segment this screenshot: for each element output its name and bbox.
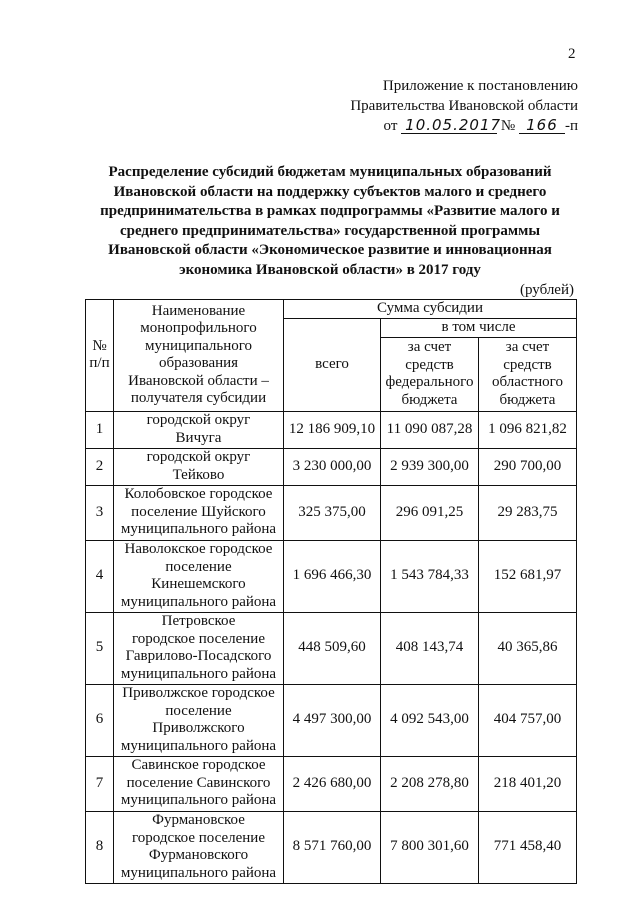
row-total: 1 696 466,30 xyxy=(284,540,381,612)
handwritten-number: 166 xyxy=(519,117,565,134)
title-line: среднего предпринимательства» государственной программы xyxy=(119,222,541,239)
row-total: 3 230 000,00 xyxy=(284,448,381,485)
appendix-line-2: Правительства Ивановской области xyxy=(350,98,578,114)
row-regional: 290 700,00 xyxy=(479,448,577,485)
row-regional: 218 401,20 xyxy=(479,756,577,811)
row-regional: 29 283,75 xyxy=(479,485,577,540)
number-label: № xyxy=(500,118,516,134)
row-federal: 1 543 784,33 xyxy=(381,540,479,612)
units-label: (рублей) xyxy=(519,282,574,298)
table-row xyxy=(86,756,577,811)
row-federal: 2 939 300,00 xyxy=(381,448,479,485)
row-number: 8 xyxy=(86,811,114,883)
table-row xyxy=(86,811,577,883)
row-total: 8 571 760,00 xyxy=(284,811,381,883)
row-total: 448 509,60 xyxy=(284,612,381,684)
row-federal: 2 208 278,80 xyxy=(381,756,479,811)
table-row xyxy=(86,411,577,448)
row-regional: 1 096 821,82 xyxy=(479,411,577,448)
row-number: 7 xyxy=(86,756,114,811)
header-sum: Сумма субсидии xyxy=(284,300,577,319)
row-federal: 7 800 301,60 xyxy=(381,811,479,883)
subsidy-table xyxy=(85,299,577,884)
table-row xyxy=(86,612,577,684)
row-regional: 40 365,86 xyxy=(479,612,577,684)
header-total: всего xyxy=(284,319,381,412)
header-name: Наименование монопрофильного муниципального образования Ивановской области – получателя субсидии xyxy=(114,300,284,412)
title-line: Ивановской области «Экономическое развитие и инновационная xyxy=(108,242,552,258)
row-number: 2 xyxy=(86,448,114,485)
title-line: Распределение субсидий бюджетам муниципальных образований xyxy=(108,164,552,180)
header-num: № п/п xyxy=(86,300,114,412)
row-total: 2 426 680,00 xyxy=(284,756,381,811)
header-including: в том числе xyxy=(381,319,577,338)
row-federal: 408 143,74 xyxy=(381,612,479,684)
row-federal: 296 091,25 xyxy=(381,485,479,540)
row-regional: 404 757,00 xyxy=(479,684,577,756)
page-number: 2 xyxy=(568,46,576,62)
title-line: Ивановской области на поддержку субъектов малого и среднего xyxy=(113,183,547,200)
appendix-date-line xyxy=(350,116,578,136)
row-name: Колобовское городское поселение Шуйского муниципального района xyxy=(114,485,284,540)
row-regional: 771 458,40 xyxy=(479,811,577,883)
row-name: Приволжское городское поселение Приволжского муниципального района xyxy=(114,684,284,756)
table-row xyxy=(86,540,577,612)
row-name: городской округ Вичуга xyxy=(114,411,284,448)
row-number: 5 xyxy=(86,612,114,684)
row-number: 1 xyxy=(86,411,114,448)
row-regional: 152 681,97 xyxy=(479,540,577,612)
document-title xyxy=(90,163,570,280)
handwritten-date: 10.05.2017 xyxy=(401,117,497,134)
table-row xyxy=(86,448,577,485)
row-name: Наволокское городское поселение Кинешемского муниципального района xyxy=(114,540,284,612)
title-line: экономика Ивановской области» в 2017 году xyxy=(179,261,481,278)
from-label: от xyxy=(383,118,398,134)
header-regional: за счет средств областного бюджета xyxy=(479,337,577,411)
row-name: Петровское городское поселение Гаврилово-Посадского муниципального района xyxy=(114,612,284,684)
row-name: городской округ Тейково xyxy=(114,448,284,485)
row-total: 325 375,00 xyxy=(284,485,381,540)
row-total: 4 497 300,00 xyxy=(284,684,381,756)
row-federal: 4 092 543,00 xyxy=(381,684,479,756)
row-name: Фурмановское городское поселение Фурмановского муниципального района xyxy=(114,811,284,883)
row-number: 4 xyxy=(86,540,114,612)
table-row xyxy=(86,485,577,540)
table-row xyxy=(86,684,577,756)
row-number: 6 xyxy=(86,684,114,756)
title-line: предпринимательства в рамках подпрограммы «Развитие малого и xyxy=(100,203,560,219)
header-federal: за счет средств федерального бюджета xyxy=(381,337,479,411)
row-total: 12 186 909,10 xyxy=(284,411,381,448)
row-name: Савинское городское поселение Савинского муниципального района xyxy=(114,756,284,811)
row-number: 3 xyxy=(86,485,114,540)
row-federal: 11 090 087,28 xyxy=(381,411,479,448)
appendix-header xyxy=(350,76,578,136)
number-suffix: -п xyxy=(564,118,578,134)
appendix-line-1: Приложение к постановлению xyxy=(382,78,578,94)
